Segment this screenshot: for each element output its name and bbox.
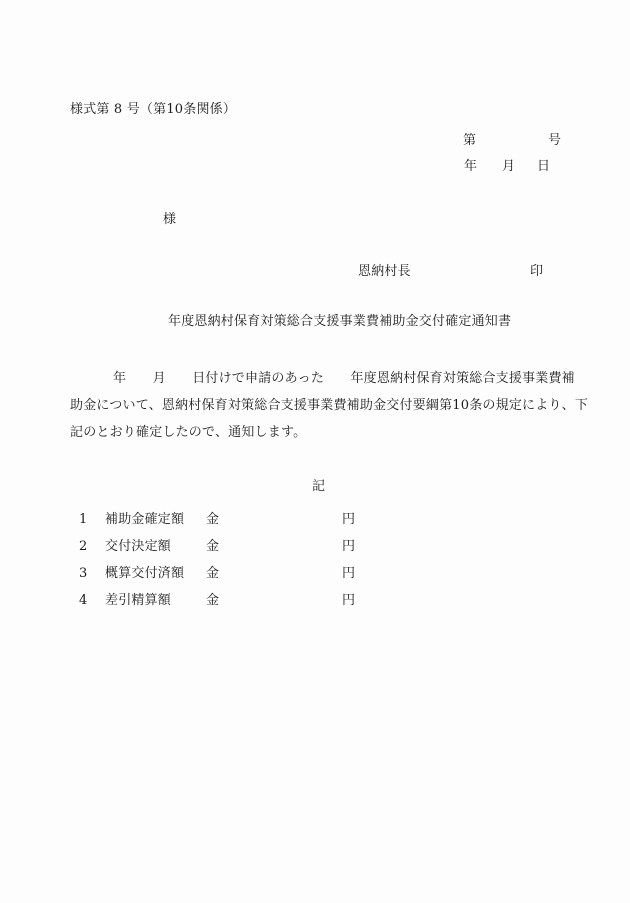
- doc-number-suffix: 号: [548, 133, 562, 148]
- sender-title: 恩納村長: [358, 264, 411, 279]
- doc-number-prefix: 第: [463, 133, 477, 148]
- item-label: 差引精算額: [105, 593, 172, 608]
- body-line-2: 助金について、恩納村保育対策総合支援事業費補助金交付要綱第10条の規定により、下: [70, 398, 589, 413]
- sender-line: [0, 265, 630, 285]
- currency-prefix: 金: [206, 566, 220, 581]
- item-number: 1: [79, 512, 88, 527]
- body-line-3: 記のとおり確定したので、通知します。: [70, 425, 307, 440]
- seal-mark: 印: [530, 264, 544, 279]
- item-row: [0, 567, 630, 587]
- item-row: [0, 513, 630, 533]
- item-number: 4: [79, 593, 88, 608]
- body-line-1: 年 月 日付けで申請のあった 年度恩納村保育対策総合支援事業費補: [113, 371, 575, 386]
- item-label: 交付決定額: [105, 539, 172, 554]
- item-label: 補助金確定額: [105, 512, 185, 527]
- item-row: [0, 540, 630, 560]
- item-row: [0, 594, 630, 614]
- item-number: 3: [79, 566, 88, 581]
- date-month-label: 月: [502, 159, 516, 174]
- currency-prefix: 金: [206, 512, 220, 527]
- item-label: 概算交付済額: [105, 566, 185, 581]
- date-day-label: 日: [537, 159, 551, 174]
- doc-number-line: [0, 134, 630, 154]
- form-number: 様式第 8 号（第10条関係）: [70, 102, 237, 117]
- currency-suffix: 円: [342, 539, 356, 554]
- addressee-honorific: 様: [163, 212, 177, 227]
- currency-prefix: 金: [206, 539, 220, 554]
- item-number: 2: [79, 539, 88, 554]
- currency-prefix: 金: [206, 593, 220, 608]
- currency-suffix: 円: [342, 593, 356, 608]
- date-line: [0, 160, 630, 180]
- date-year-label: 年: [464, 159, 478, 174]
- currency-suffix: 円: [342, 512, 356, 527]
- document-title: 年度恩納村保育対策総合支援事業費補助金交付確定通知書: [168, 314, 512, 329]
- record-marker: 記: [312, 479, 326, 494]
- currency-suffix: 円: [342, 566, 356, 581]
